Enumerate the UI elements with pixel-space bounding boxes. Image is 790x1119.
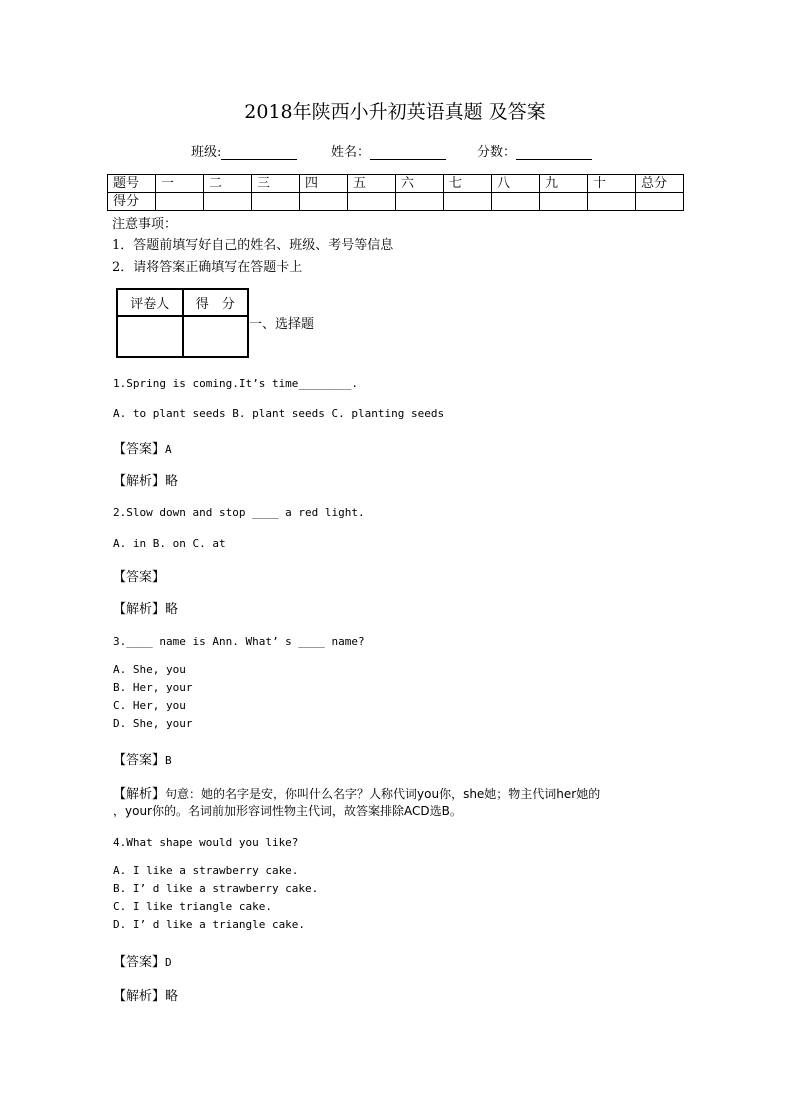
answer-label: 【答案】	[113, 442, 166, 457]
score-field	[477, 141, 592, 160]
score-entry-cell[interactable]	[348, 193, 396, 211]
section-title: 一、选择题	[249, 317, 315, 332]
score-entry-cell[interactable]	[540, 193, 588, 211]
option-item: D. She, your	[113, 717, 193, 730]
grader-box	[116, 288, 249, 358]
analysis-line	[113, 783, 600, 802]
score-cell: 一	[156, 175, 204, 193]
score-entry-cell[interactable]	[588, 193, 636, 211]
score-header: 得 分	[183, 289, 249, 316]
analysis-line	[113, 470, 178, 489]
score-cell: 题号	[108, 175, 156, 193]
score-label: 分数：	[477, 145, 517, 160]
answer-line	[113, 438, 172, 457]
notes-heading: 注意事项：	[112, 217, 178, 232]
score-table-header-row	[108, 175, 684, 193]
answer-line	[113, 566, 165, 585]
answer-label: 【答案】	[113, 955, 166, 970]
option-item: C. Her, you	[113, 699, 186, 712]
analysis-continuation: ，your你的。名词前加形容词性物主代词，故答案排除ACD选B。	[113, 804, 462, 818]
name-blank[interactable]	[370, 145, 446, 160]
analysis-text: 略	[165, 474, 179, 489]
score-value-cell[interactable]	[183, 316, 249, 357]
class-label: 班级:	[191, 145, 222, 160]
option-item: A. She, you	[113, 663, 186, 676]
score-cell: 四	[300, 175, 348, 193]
score-entry-cell[interactable]	[396, 193, 444, 211]
page-title: 2018年陕西小升初英语真题 及答案	[244, 101, 546, 123]
option-item: C. I like triangle cake.	[113, 900, 272, 913]
score-cell: 得分	[108, 193, 156, 211]
reviewer-cell[interactable]	[117, 316, 183, 357]
analysis-line	[113, 598, 178, 617]
score-entry-cell[interactable]	[156, 193, 204, 211]
score-entry-cell[interactable]	[300, 193, 348, 211]
score-entry-cell[interactable]	[492, 193, 540, 211]
score-entry-cell[interactable]	[252, 193, 300, 211]
option-item: A. I like a strawberry cake.	[113, 864, 299, 877]
score-cell: 九	[540, 175, 588, 193]
analysis-label: 【解析】	[113, 989, 166, 1004]
answer-label: 【答案】	[113, 570, 166, 585]
answer-value: D	[165, 956, 172, 969]
score-entry-cell[interactable]	[636, 193, 684, 211]
analysis-line	[113, 985, 178, 1004]
note-item: 2．请将答案正确填写在答题卡上	[112, 260, 303, 275]
question-options: A. in B. on C. at	[113, 537, 226, 550]
score-cell: 十	[588, 175, 636, 193]
score-cell: 八	[492, 175, 540, 193]
option-item: B. I’ d like a strawberry cake.	[113, 882, 319, 895]
score-cell: 五	[348, 175, 396, 193]
question-stem: 4.What shape would you like?	[113, 836, 299, 849]
name-field	[331, 141, 446, 160]
question-stem: 3.____ name is Ann. What’ s ____ name?	[113, 635, 365, 648]
class-blank[interactable]	[221, 145, 297, 160]
analysis-label: 【解析】	[113, 602, 166, 617]
score-entry-cell[interactable]	[204, 193, 252, 211]
score-cell: 二	[204, 175, 252, 193]
question-options: A. to plant seeds B. plant seeds C. planting seeds	[113, 407, 445, 420]
score-entry-cell[interactable]	[444, 193, 492, 211]
answer-value: B	[165, 754, 172, 767]
answer-line	[113, 951, 172, 970]
option-item: D. I’ d like a triangle cake.	[113, 918, 306, 931]
answer-line	[113, 749, 172, 768]
name-label: 姓名：	[331, 145, 371, 160]
answer-label: 【答案】	[113, 753, 166, 768]
score-cell: 三	[252, 175, 300, 193]
analysis-text: 句意：她的名字是安，你叫什么名字？人称代词you你，she她；物主代词her她的	[165, 787, 601, 801]
class-field	[191, 141, 297, 160]
analysis-text: 略	[165, 989, 179, 1004]
question-stem: 1.Spring is coming.It’s time________.	[113, 377, 359, 390]
score-table-score-row	[108, 193, 684, 211]
answer-value: A	[165, 443, 172, 456]
question-stem: 2.Slow down and stop ____ a red light.	[113, 506, 365, 519]
analysis-label: 【解析】	[113, 787, 166, 802]
score-table	[107, 174, 684, 211]
score-blank[interactable]	[516, 145, 592, 160]
note-item: 1．答题前填写好自己的姓名、班级、考号等信息	[112, 238, 394, 253]
option-item: B. Her, your	[113, 681, 193, 694]
score-cell: 六	[396, 175, 444, 193]
score-cell: 总分	[636, 175, 684, 193]
analysis-label: 【解析】	[113, 474, 166, 489]
analysis-text: 略	[165, 602, 179, 617]
score-cell: 七	[444, 175, 492, 193]
reviewer-header: 评卷人	[117, 289, 183, 316]
